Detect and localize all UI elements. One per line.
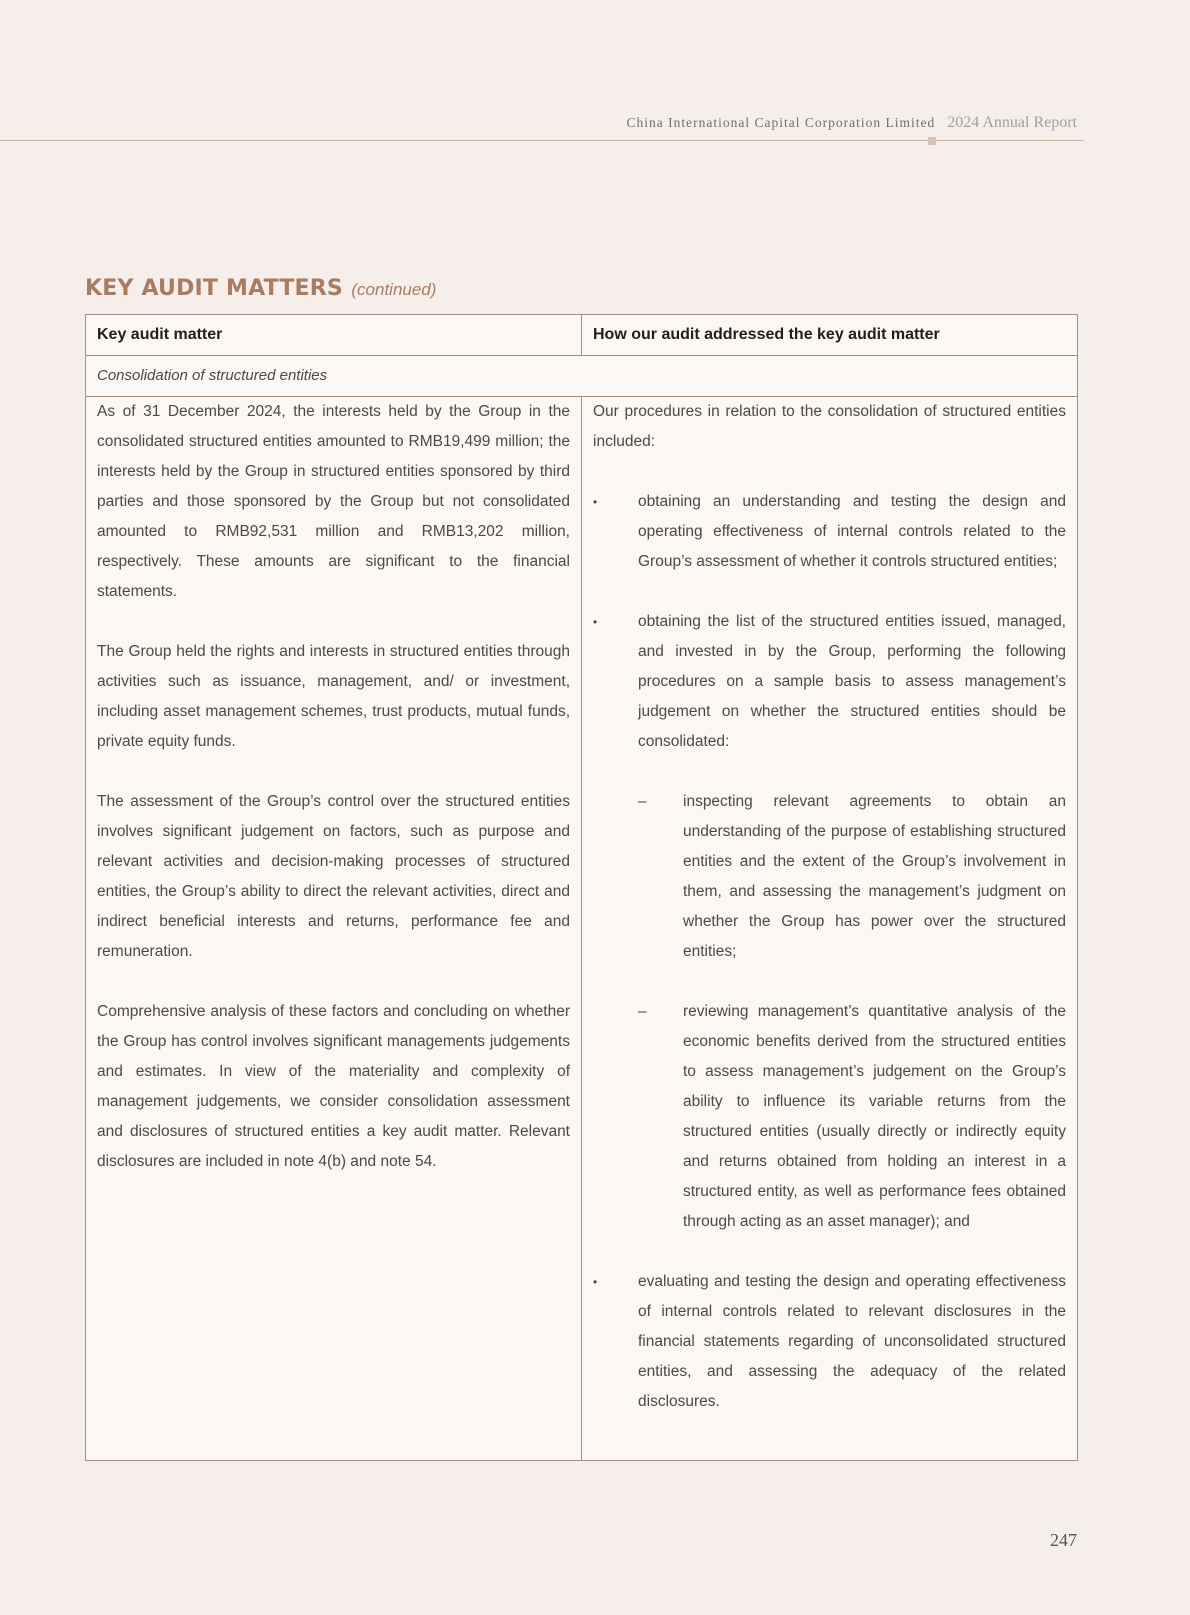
dash-icon: – bbox=[638, 1003, 647, 1020]
table-subheading-row bbox=[86, 356, 1078, 397]
left-paragraph-4: Comprehensive analysis of these factors and concluding on whether the Group has control involves significant managements judgements and estimates. In view of the materiality and complexity of management judgements, we consider consolidation assessment and disclosures of structured entities a key audit matter. Relevant disclosures are included in note 4(b) and note 54. bbox=[97, 1003, 570, 1170]
dash-icon: – bbox=[638, 793, 647, 810]
procedure-bullet bbox=[593, 487, 1066, 577]
bullet-icon: • bbox=[593, 495, 598, 509]
header-marker bbox=[928, 137, 936, 145]
procedure-bullet bbox=[593, 1267, 1066, 1417]
left-paragraph-3: The assessment of the Group’s control over the structured entities involves significant judgement on factors, such as purpose and relevant activities and decision-making processes of structured entities, the Group’s ability to direct the relevant activities, direct and indirect beneficial interests and returns, performance fee and remuneration. bbox=[97, 793, 570, 960]
procedure-bullet bbox=[593, 607, 1066, 757]
bullet-icon: • bbox=[593, 615, 598, 629]
sub-item-text: reviewing management’s quantitative analysis of the economic benefits derived from the structured entities to assess management’s judgement on the Group’s ability to influence its variable returns from the structured entities (usually directly or indirectly equity and returns obtained from holding an interest in a structured entity, as well as performance fees obtained through acting as an asset manager); and bbox=[683, 1003, 1066, 1230]
bullet-text: obtaining an understanding and testing the design and operating effectiveness of internal controls related to the Group’s assessment of whether it controls structured entities; bbox=[638, 493, 1066, 570]
section-title bbox=[85, 276, 436, 301]
section-title-main: KEY AUDIT MATTERS bbox=[85, 276, 343, 301]
header-company-name: China International Capital Corporation Limited bbox=[626, 115, 936, 130]
procedures-intro: Our procedures in relation to the consolidation of structured entities included: bbox=[593, 403, 1066, 450]
bullet-icon: • bbox=[593, 1275, 598, 1289]
column-header-how-addressed: How our audit addressed the key audit matter bbox=[582, 315, 1078, 356]
sub-item-text: inspecting relevant agreements to obtain an understanding of the purpose of establishing structured entities and the extent of the Group’s involvement in them, and assessing the management’s judgment on whether the Group has power over the structured entities; bbox=[683, 793, 1066, 960]
table-subheading: Consolidation of structured entities bbox=[86, 356, 1078, 397]
column-header-key-audit-matter: Key audit matter bbox=[86, 315, 582, 356]
running-header bbox=[627, 113, 1077, 133]
bullet-text: obtaining the list of the structured entities issued, managed, and invested in by the Group, performing the following procedures on a sample basis to assess management’s judgement on whether the structured entities should be consolidated: bbox=[638, 613, 1066, 750]
section-title-continued: (continued) bbox=[351, 280, 437, 299]
header-divider bbox=[0, 140, 1084, 141]
key-audit-matters-table bbox=[85, 314, 1078, 1461]
key-audit-matter-cell bbox=[86, 397, 582, 1461]
procedure-sub-item bbox=[593, 997, 1066, 1237]
left-paragraph-1: As of 31 December 2024, the interests held by the Group in the consolidated structured entities amounted to RMB19,499 million; the interests held by the Group in structured entities sponsored by third parties and those sponsored by the Group but not consolidated amounted to RMB92,531 million and RMB13,202 million, respectively. These amounts are significant to the financial statements. bbox=[97, 403, 570, 600]
table-body-row bbox=[86, 397, 1078, 1461]
left-paragraph-2: The Group held the rights and interests in structured entities through activities such as issuance, management, and/ or investment, including asset management schemes, trust products, mutual funds, private equity funds. bbox=[97, 643, 570, 750]
audit-procedures-cell bbox=[582, 397, 1078, 1461]
table-header-row bbox=[86, 315, 1078, 356]
header-report-title: 2024 Annual Report bbox=[947, 114, 1077, 131]
bullet-text: evaluating and testing the design and operating effectiveness of internal controls related to relevant disclosures in the financial statements regarding of unconsolidated structured entities, and assessing the adequacy of the related disclosures. bbox=[638, 1273, 1066, 1410]
page-number: 247 bbox=[1050, 1530, 1077, 1550]
procedure-sub-item bbox=[593, 787, 1066, 967]
